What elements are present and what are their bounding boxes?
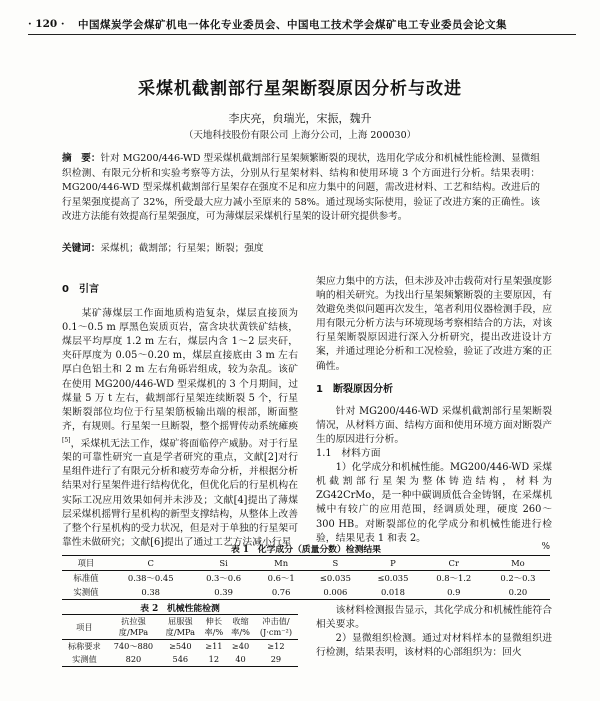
table-cell: ≤0.035 — [319, 573, 351, 583]
table-cell: ≥40 — [231, 641, 250, 651]
table-cell: 0.38～0.45 — [127, 573, 174, 583]
subsection-heading: 1.1 材料方面 — [316, 448, 381, 460]
authors: 李庆亮，贠瑞光，宋振，魏升 — [228, 112, 372, 125]
keywords-label: 关键词： — [62, 243, 101, 254]
running-header — [28, 14, 576, 35]
table-cell: 546 — [172, 654, 189, 664]
table1 — [62, 555, 550, 600]
paragraph: 2）显微组织检测。通过对材料样本的显微组织进行检测，结果表明，该材料的心部组织为：回火 — [316, 633, 552, 659]
table-header-cell: Mn — [256, 556, 307, 571]
keywords — [62, 240, 540, 254]
table-header-cell: 冲击值/ (J·cm⁻²) — [254, 615, 298, 640]
table-header-cell: 屈服强 度/MPa — [160, 615, 200, 640]
right-column-bottom — [316, 604, 552, 660]
table-cell: 0.006 — [323, 587, 348, 597]
table-header-cell: Mo — [486, 556, 550, 571]
table1-caption — [62, 542, 550, 555]
table2-caption: 表 2 机械性能检测 — [140, 604, 220, 614]
table-header-row — [62, 615, 298, 640]
paragraph-text: ，采煤机无法工作，煤矿将面临停产威胁。对于行星架的可靠性研究一直是学者研究的重点，文献[2]对行星组件进行了有限元分析和疲劳寿命分析，并根据分析结果对行星架件进行结构优化，但优化后的行星机构在实际工况应用效果如何并未涉及；文献[4]提出了薄煤层采煤机摇臂行星机构的新型支撑结构，从整体上改善了整个行星机构的受力状况，但是对于单独的行星架可靠性未做研究；文献[6]提出了通过工艺方法减小行星 — [62, 438, 298, 548]
table-cell: 0.76 — [271, 587, 291, 597]
table-cell: ≥540 — [169, 641, 192, 651]
header-text: 中国煤炭学会煤矿机电一体化专业委员会、中国电工技术学会煤矿电工专业委员会论文集 — [78, 18, 507, 31]
table1-caption-text: 表 1 化学成分（质量分数）检测结果 — [231, 545, 381, 555]
table-cell: 40 — [235, 654, 246, 664]
table-cell: 0.018 — [380, 587, 405, 597]
table-header-cell: P — [364, 556, 422, 571]
table2 — [62, 614, 298, 667]
table-header-cell: 项目 — [62, 556, 110, 571]
paragraph — [62, 307, 298, 550]
paragraph: 架应力集中的方法，但未涉及冲击载荷对行星架强度影响的相关研究。为找出行星架频繁断裂的主要原因，有效避免类似问题再次发生，笔者利用仪器检测手段，应用有限元分析方法与环境现场考察相结合的方法，对该行星架断裂原因进行深入分析研究，提出改进设计方案，并通过理论分析和工况检验，验证了改进方案的正确性。 — [316, 276, 552, 372]
page-number: · 120 · — [28, 18, 65, 30]
table-cell: 0.38 — [141, 587, 161, 597]
table-cell: ≥11 — [205, 641, 223, 651]
affiliation: （天地科技股份有限公司 上海分公司，上海 200030） — [183, 130, 417, 141]
table-row — [62, 571, 550, 586]
table-cell: ≥12 — [267, 641, 285, 651]
table-cell: 12 — [208, 654, 220, 664]
table-cell: 0.8～1.2 — [436, 573, 472, 583]
table-header-cell: Si — [192, 556, 256, 571]
table-header-cell: 项目 — [62, 615, 107, 640]
table-header-cell: 收缩 率/% — [227, 615, 254, 640]
left-column — [62, 283, 298, 550]
section-heading: 0 引言 — [62, 284, 99, 295]
table-cell: 0.9 — [447, 587, 461, 597]
paragraph: 针对 MG200/446-WD 采煤机截割部行星架断裂情况，从材料方面、结构方面和使用环境方面对断裂产生的原因进行分析。 — [316, 405, 552, 445]
table-row — [62, 653, 298, 667]
table-cell: 820 — [125, 654, 142, 664]
table-cell: 740～880 — [113, 641, 154, 651]
table1-unit: % — [541, 542, 550, 552]
abstract-label: 摘 要： — [62, 153, 101, 164]
right-column — [316, 275, 552, 546]
table-row — [62, 585, 550, 600]
paper-title: 采煤机截割部行星架断裂原因分析与改进 — [138, 79, 462, 99]
section-heading: 1 断裂原因分析 — [316, 383, 393, 395]
table-header-cell: 伸长 率/% — [201, 615, 228, 640]
abstract — [62, 152, 540, 225]
table-cell: 实测值 — [72, 654, 97, 664]
table-header-cell: 抗拉强 度/MPa — [107, 615, 160, 640]
table-cell: 0.3～0.6 — [206, 573, 242, 583]
paragraph-text: 某矿薄煤层工作面地质构造复杂，煤层直接顶为 0.1～0.5 m 厚黑色炭质页岩，富含块状黄铁矿结核，煤层平均厚度 1.2 m 左右，煤层内含 1～2 层夹矸，夹矸厚度为 0.05～0.20 m，煤层直接底由 3 m 左右厚白色铝土和 2 m 左右角砾岩组成，较为杂乱。该矿在使用 MG200/446-WD 型采煤机的 3 个月期间，过煤量 5 万 t 左右，截割部行星架连续断裂 5 个，行星架断裂部位均位于行星架筋板输出端的根部，断面整齐，有规则。行星架一旦断裂，整个摇臂传动系统瘫痪 — [62, 308, 298, 432]
abstract-text: 针对 MG200/446-WD 型采煤机截割部行星架频繁断裂的现状，选用化学成分和机械性能检测、显微组织检测、有限元分析和实验考察等方法，分别从行星架材料、结构和使用环境 3 个方面进行分析。结果表明：MG200/446-WD 型采煤机截割部行星架存在强度不足和应力集中的问题，需改进材料、工艺和结构。改进后的行星架强度提高了 32%，所受最大应力减小至原来的 58%。通过现场实际使用，验证了改进方案的正确性。该改进方法能有效提高行星架强度，可为薄煤层采煤机行星架的设计研究提供参考。 — [62, 153, 540, 223]
table-header-cell: Cr — [422, 556, 486, 571]
paragraph: 1）化学成分和机械性能。MG200/446-WD 采煤机截割部行星架为整体铸造结构，材料为 ZG42CrMo，是一种中碳调质低合金铸钢，在采煤机械中有较广的应用范围，经调质处理，硬度 260～300 HB。对断裂部位的化学成分和机械性能进行检验，结果见表 1 和表 2。 — [316, 462, 552, 544]
table-cell: 0.39 — [214, 587, 233, 597]
table-cell: 0.6～1 — [267, 573, 295, 583]
table-row — [62, 640, 298, 654]
table-header-cell: C — [110, 556, 192, 571]
citation[interactable]: [5] — [62, 436, 71, 444]
table-cell: 0.2～0.3 — [500, 573, 536, 583]
table-cell: 标称要求 — [67, 641, 101, 651]
table-cell: 标准值 — [73, 573, 99, 583]
table-cell: 29 — [270, 654, 282, 664]
keywords-text: 采煤机；截割部；行星架；断裂；强度 — [100, 243, 264, 254]
table-header-cell: S — [307, 556, 365, 571]
table-cell: 实测值 — [73, 587, 99, 597]
table-cell: 0.20 — [508, 587, 528, 597]
table-header-row — [62, 556, 550, 571]
table-cell: ≤0.035 — [377, 573, 409, 583]
paragraph: 该材料检测报告显示，其化学成分和机械性能符合相关要求。 — [316, 605, 552, 631]
